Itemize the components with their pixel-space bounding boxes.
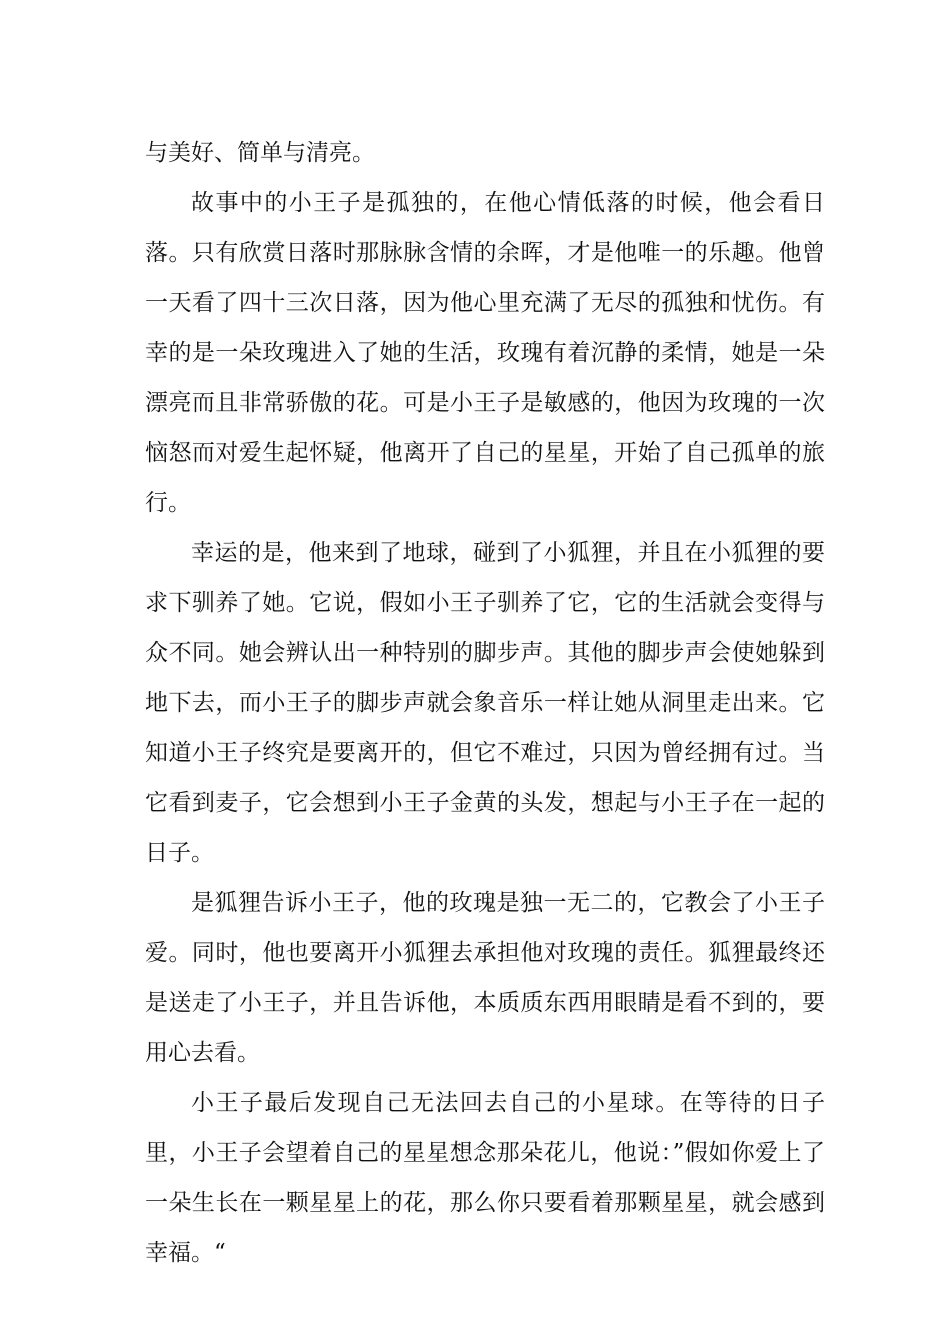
document-body — [145, 128, 825, 1278]
paragraph-star: 小王子最后发现自己无法回去自己的小星球。在等待的日子里，小王子会望着自己的星星想念那朵花儿，他说：”假如你爱上了一朵生长在一颗星星上的花，那么你只要看着那颗星星，就会感到幸福。“ — [145, 1090, 825, 1266]
paragraph-rose-lesson: 是狐狸告诉小王子，他的玫瑰是独一无二的，它教会了小王子爱。同时，他也要离开小狐狸去承担他对玫瑰的责任。狐狸最终还是送走了小王子，并且告诉他，本质质东西用眼睛是看不到的，要用心去看。 — [145, 890, 825, 1066]
paragraph-continuation: 与美好、简单与清亮。 — [145, 140, 375, 166]
paragraph-sunset: 故事中的小王子是孤独的，在他心情低落的时候，他会看日落。只有欣赏日落时那脉脉含情的余晖，才是他唯一的乐趣。他曾一天看了四十三次日落，因为他心里充满了无尽的孤独和忧伤。有幸的是一朵玫瑰进入了她的生活，玫瑰有着沉静的柔情，她是一朵漂亮而且非常骄傲的花。可是小王子是敏感的，他因为玫瑰的一次恼怒而对爱生起怀疑，他离开了自己的星星，开始了自己孤单的旅行。 — [145, 190, 825, 516]
paragraph-fox: 幸运的是，他来到了地球，碰到了小狐狸，并且在小狐狸的要求下驯养了她。它说，假如小王子驯养了它，它的生活就会变得与众不同。她会辨认出一种特别的脚步声。其他的脚步声会使她躲到地下去，而小王子的脚步声就会象音乐一样让她从洞里走出来。它知道小王子终究是要离开的，但它不难过，只因为曾经拥有过。当它看到麦子，它会想到小王子金黄的头发，想起与小王子在一起的日子。 — [145, 540, 825, 866]
